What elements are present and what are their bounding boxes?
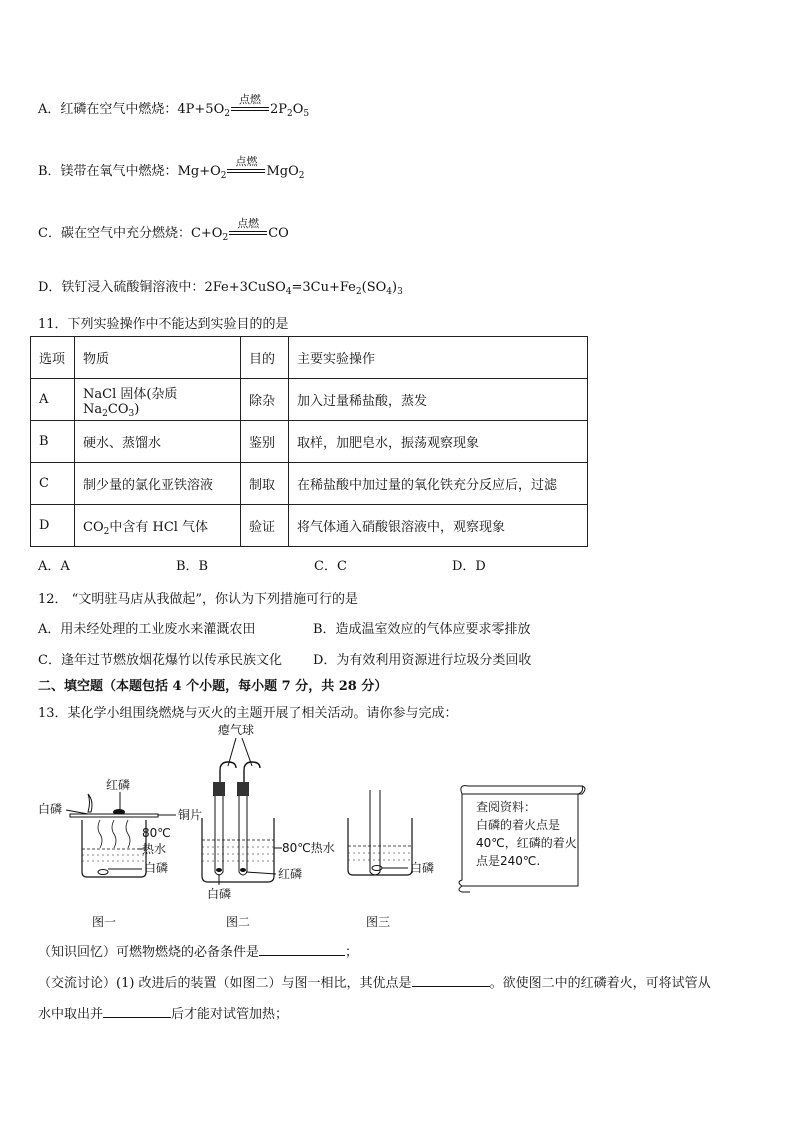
table-cell: 验证	[241, 505, 289, 547]
q11-table	[30, 336, 588, 547]
answer-blank[interactable]	[259, 943, 345, 956]
copper-plate	[70, 814, 158, 817]
table-header: 主要实验操作	[289, 337, 588, 379]
table-cell: 鉴别	[241, 421, 289, 463]
fig1-caption: 图一	[92, 915, 117, 929]
scroll-line-2: 40℃，红磷的着火	[476, 836, 577, 850]
table-header-row	[31, 337, 588, 379]
table-cell: 加入过量稀盐酸，蒸发	[289, 379, 588, 421]
figure-2	[202, 722, 335, 929]
figure-1	[38, 777, 202, 929]
fig2-white-p-label: 白磷	[207, 887, 232, 901]
flame-icon	[88, 794, 92, 812]
scroll-line-1: 白磷的着火点是	[476, 818, 561, 832]
table-row	[31, 379, 588, 421]
table-cell: 取样，加肥皂水，振荡观察现象	[289, 421, 588, 463]
reaction-arrow: 点燃	[231, 105, 269, 115]
q13-discuss-line-1: （交流讨论）(1) 改进后的装置（如图二）与图一相比，其优点是 。欲使图二中的红磷着火，可将试管从	[38, 976, 711, 991]
fig1-red-p-label: 红磷	[106, 778, 131, 792]
question-12-stem: 12． “文明驻马店从我做起”，你认为下列措施可行的是	[38, 592, 358, 607]
experiment-figures	[30, 722, 590, 934]
reference-scroll	[459, 786, 585, 892]
table-cell: $CO_2$中含有 HCl 气体	[75, 505, 241, 547]
table-cell: 制少量的氯化亚铁溶液	[75, 463, 241, 505]
table-cell: D	[31, 505, 75, 547]
table-header: 物质	[75, 337, 241, 379]
table-cell: 硬水、蒸馏水	[75, 421, 241, 463]
option-label: A．红磷在空气中燃烧：	[38, 102, 178, 117]
table-header: 选项	[31, 337, 75, 379]
q11-choice-c: C．C	[314, 559, 347, 574]
q11-choice-a: A．A	[38, 559, 70, 574]
fig1-copper-label: 铜片	[178, 808, 203, 822]
table-row	[31, 463, 588, 505]
table-cell: 制取	[241, 463, 289, 505]
fig1-temp-label: 80℃	[142, 826, 171, 840]
stopper-right	[237, 782, 249, 796]
table-cell: 除杂	[241, 379, 289, 421]
table-header: 目的	[241, 337, 289, 379]
q13-discuss-line-2: 水中取出并 后才能对试管加热；	[38, 1007, 289, 1022]
table-cell: 在稀盐酸中加过量的氧化铁充分反应后，过滤	[289, 463, 588, 505]
reaction-arrow: 点燃	[227, 167, 265, 177]
answer-blank[interactable]	[103, 1005, 171, 1018]
option-label: C．碳在空气中充分燃烧：	[38, 226, 191, 241]
beaker	[82, 820, 146, 877]
option-label: D．铁钉浸入硫酸铜溶液中：	[38, 280, 205, 295]
option-10d: D．铁钉浸入硫酸铜溶液中：$2Fe+3CuSO_4=3Cu+Fe_2(SO_4)_3$	[38, 280, 403, 297]
test-tube-left	[215, 796, 223, 875]
option-label: B．镁带在氧气中燃烧：	[38, 164, 178, 179]
fig1-white-p-label: 白磷	[38, 802, 63, 816]
question-13-stem: 13．某化学小组围绕燃烧与灭火的主题开展了相关活动。请你参与完成：	[38, 706, 458, 721]
section-2-heading: 二、填空题（本题包括 4 个小题，每小题 7 分，共 28 分）	[38, 679, 388, 694]
fig2-water-label: 80℃热水	[282, 841, 335, 855]
figure-3	[348, 790, 434, 929]
q12-option-b: B．造成温室效应的气体应要求零排放	[313, 622, 531, 637]
q11-choice-d: D．D	[452, 559, 486, 574]
fig1-water-label: 热水	[142, 842, 167, 856]
option-10b: B．镁带在氧气中燃烧：$Mg+O_2$ 点燃 MgO$_2$	[38, 154, 305, 181]
fig1-white-p2-label: 白磷	[144, 861, 169, 875]
test-tube-3	[370, 790, 380, 875]
fig2-balloon-label: 瘪气球	[218, 723, 255, 737]
table-cell: C	[31, 463, 75, 505]
fig3-white-p-label: 白磷	[410, 861, 435, 875]
scroll-line-3: 点是240℃.	[476, 854, 541, 868]
q12-option-a: A．用未经处理的工业废水来灌溉农田	[38, 622, 256, 637]
answer-blank[interactable]	[412, 974, 490, 987]
table-cell: 将气体通入硝酸银溶液中，观察现象	[289, 505, 588, 547]
table-cell: NaCl 固体(杂质 $Na_2CO_3$)	[75, 379, 241, 421]
q13-recall-line: （知识回忆）可燃物燃烧的必备条件是 ；	[38, 945, 359, 960]
table-cell: B	[31, 421, 75, 463]
white-phosphorus-icon	[98, 870, 108, 875]
q12-option-d: D．为有效利用资源进行垃圾分类回收	[313, 653, 532, 668]
test-tube-right	[239, 796, 247, 875]
q11-choice-b: B．B	[176, 559, 209, 574]
fig2-caption: 图二	[226, 915, 251, 929]
table-row	[31, 505, 588, 547]
scroll-title: 查阅资料：	[476, 800, 537, 814]
reaction-arrow: 点燃	[229, 229, 267, 239]
q12-option-c: C．逢年过节燃放烟花爆竹以传承民族文化	[38, 653, 282, 668]
question-11-stem: 11．下列实验操作中不能达到实验目的的是	[38, 317, 289, 332]
option-10a: A．红磷在空气中燃烧：$4P+5O_2$ 点燃 $2P_2O_5$	[38, 92, 310, 119]
fig2-red-p-label: 红磷	[278, 867, 303, 881]
beaker-2	[202, 818, 274, 882]
table-cell: A	[31, 379, 75, 421]
table-row	[31, 421, 588, 463]
stopper-left	[213, 782, 225, 796]
option-10c: C．碳在空气中充分燃烧：$C+O_2$ 点燃 CO	[38, 216, 289, 243]
fig3-caption: 图三	[366, 915, 391, 929]
